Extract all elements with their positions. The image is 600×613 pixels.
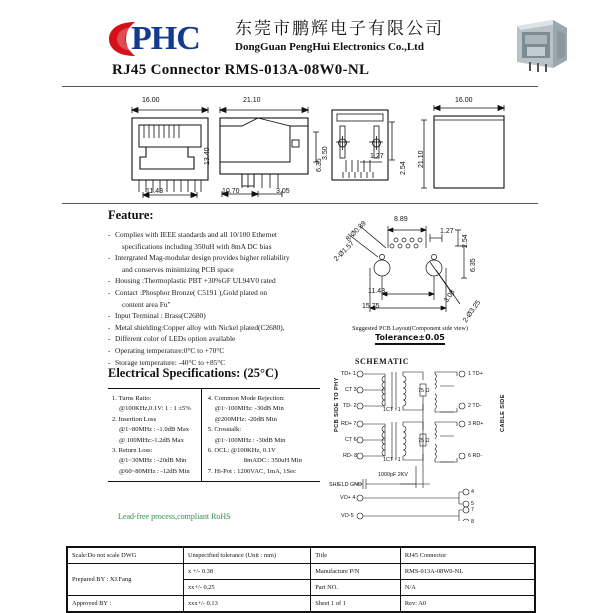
- tb-val: x +/- 0.38: [183, 564, 310, 580]
- feature-line: Input Terminal : Brass(C2680): [115, 311, 206, 321]
- tb-key: Part NO.: [311, 580, 401, 596]
- schematic-pin-right: 1 TD+: [468, 371, 483, 377]
- tb-key: Sheet 1 of 1: [311, 596, 401, 612]
- schematic-pin-right: 6 RD-: [468, 453, 483, 459]
- spec-row: 6. OCL: @100KHz, 0.1V: [207, 447, 276, 455]
- schematic-pin-lower-right: 8: [471, 519, 474, 525]
- tb-val: xx+/- 0.25: [183, 580, 310, 596]
- schematic-pin-left: TD+ 1: [341, 371, 356, 377]
- spec-row: @1~30MHz : -20dB Min: [119, 457, 187, 465]
- feature-item: [108, 322, 323, 334]
- bullet-dot: .: [108, 332, 111, 343]
- bullet-dot: .: [108, 343, 111, 354]
- tb-val: Rev: A0: [400, 596, 534, 612]
- table-row: [68, 564, 535, 580]
- title-block: [66, 546, 536, 613]
- page-header: [105, 14, 505, 60]
- schematic-pin-lower-right: 4: [471, 489, 474, 495]
- feature-line: Storage temperature: -40°C to +85°C: [115, 357, 226, 367]
- rohs-note: Lead-free process,compliant RoHS: [118, 512, 231, 521]
- tb-key: Title: [311, 548, 401, 564]
- feature-line: Intergrated Mag-modular design provides higher reliability: [115, 253, 290, 263]
- spec-row: 4. Common Mode Rejection:: [207, 395, 285, 402]
- feature-item: [108, 252, 323, 275]
- feature-line: Different color of LEDs option available: [115, 334, 236, 344]
- schematic-pin-vo-plus: VO+ 4: [340, 495, 356, 501]
- schematic-pin-lower-right: 7: [471, 507, 474, 513]
- spec-row: @60~80MHz : -12dB Min: [119, 467, 190, 475]
- dim-pcb-holes8: 8-Ø0.89: [345, 220, 368, 243]
- spec-row: 3. Return Loss:: [112, 447, 153, 455]
- phc-logo: [105, 18, 223, 58]
- drawing-divider: [62, 203, 538, 204]
- dim-pcb-lead: 3.08: [443, 288, 457, 305]
- schematic-resistor: 75 Ω: [418, 388, 430, 394]
- feature-line-cont: specifications including 350uH with 8mA DC bias: [122, 241, 272, 251]
- company-name-en: DongGuan PengHui Electronics Co.,Ltd: [235, 41, 424, 53]
- bullet-dot: .: [108, 228, 111, 238]
- feature-item: [108, 333, 323, 345]
- spec-row: @1~100MHz : -30dB Min: [214, 436, 286, 444]
- dim-pcb-holebig: 2-Ø3.25: [462, 299, 483, 325]
- spec-row: 5. Crosstalk:: [207, 426, 242, 434]
- dim-top-width: 16.00: [455, 97, 473, 104]
- dim-side-length: 21.10: [243, 97, 261, 104]
- dim-pcb-holes2: 2-Ø1.57: [333, 240, 356, 263]
- dim-pcb-1143: 11.43: [368, 288, 385, 295]
- dim-rear-height: 6.35: [316, 158, 323, 172]
- drawing-rear-view: [316, 100, 406, 200]
- schematic-capacitor: 1000pF 2KV: [378, 472, 408, 478]
- spec-column-right: [202, 389, 320, 481]
- spec-column-left: [108, 389, 202, 481]
- dim-rear-pinrow: 1.27: [370, 153, 384, 160]
- schematic-left-side-label: PCB SIDE TO PHY: [334, 377, 340, 432]
- spec-row: @1~100MHz: -30dB Min: [214, 405, 284, 413]
- tb-key: Prepared BY : XJ.Fang: [68, 564, 184, 596]
- feature-list: [108, 229, 323, 368]
- feature-line: Operating temperature:0°C to +70°C: [115, 345, 225, 355]
- schematic-pin-left: RD- 8: [343, 453, 358, 459]
- electrical-spec-table: [108, 388, 320, 482]
- feature-line: Contact :Phosphor Bronze( C5191 ),Gold plated on: [115, 287, 268, 297]
- dim-pcb-1575: 15.75: [362, 303, 380, 310]
- dim-pcb-635: 6.35: [470, 258, 477, 272]
- tb-val: Unspecified tolerance (Unit : mm): [183, 548, 310, 564]
- spec-row: 8mADC : 350uH Min: [243, 457, 302, 465]
- schematic-heading: SCHEMATIC: [355, 357, 410, 366]
- bullet-dot: .: [108, 274, 111, 285]
- dim-rear-pitch: 2.54: [400, 161, 407, 175]
- tb-val: N/A: [400, 580, 534, 596]
- schematic-turns-ratio: 1CT : 1: [383, 407, 401, 413]
- tb-val: RMS-013A-08W0-NL: [400, 564, 534, 580]
- schematic-pin-right: 3 RD+: [468, 421, 484, 427]
- dim-pcb-pitch: 1.27: [440, 228, 454, 235]
- spec-row: 2. Insertion Loss: [112, 415, 157, 423]
- title-divider: [62, 86, 538, 87]
- page-title: RJ45 Connector RMS-013A-08W0-NL: [112, 62, 370, 78]
- table-row: [68, 548, 535, 564]
- drawing-top-view: [412, 96, 518, 196]
- schematic-pin-lower-right: 5: [471, 501, 474, 507]
- feature-line-cont: and conserves minimizing PCB space: [122, 264, 234, 274]
- bullet-dot: .: [108, 320, 111, 331]
- dim-side-b: 3.05: [276, 188, 290, 195]
- company-name-cn: 东莞市鹏辉电子有限公司: [235, 19, 444, 39]
- dim-front-width: 16.00: [142, 97, 160, 104]
- feature-item: [108, 345, 323, 357]
- pcb-caption-text: Suggested PCB Layout(Component side view): [352, 325, 468, 332]
- dim-top-depth: 21.10: [418, 150, 425, 168]
- tb-key: Scale:Do not scale DWG: [68, 548, 184, 564]
- schematic-pin-left: CT 6: [345, 437, 357, 443]
- bullet-dot: .: [108, 355, 111, 366]
- schematic-shield-gnd: SHIELD GND: [329, 482, 362, 488]
- schematic-resistor: 75 Ω: [418, 438, 430, 444]
- schematic-right-side-label: CABLE SIDE: [500, 394, 506, 432]
- logo-wordmark: PHC: [131, 20, 200, 57]
- feature-line-cont: content area Fu": [122, 299, 171, 309]
- dim-front-bodyheight: 13.40: [204, 147, 211, 165]
- tb-val: xxx+/- 0.13: [183, 596, 310, 612]
- feature-item: [108, 310, 323, 322]
- schematic-pin-left: TD- 2: [343, 403, 357, 409]
- schematic-pin-vo-minus: VO-5: [341, 513, 354, 519]
- bullet-dot: .: [108, 251, 111, 262]
- spec-row: @100KHz,0.1V: 1 : 1 ±5%: [119, 405, 191, 413]
- feature-item: [108, 275, 323, 287]
- spec-row: @1~80MHz : -1.0dB Max: [119, 426, 190, 434]
- feature-line: Metal shielding:Copper alloy with Nickel plated(C2680),: [115, 322, 285, 332]
- dim-side-tab: 3.50: [322, 146, 329, 160]
- pcb-tolerance: Tolerance±0.05: [375, 333, 445, 345]
- schematic-turns-ratio: 1CT : 1: [383, 457, 401, 463]
- dim-pcb-254: 2.54: [462, 234, 469, 248]
- feature-item: [108, 287, 323, 310]
- spec-row: @ 100MHz:-1.2dB Max: [119, 436, 184, 444]
- product-photo: [509, 16, 573, 72]
- electrical-heading: Electrical Specifications: (25°C): [108, 366, 279, 380]
- schematic-pin-left: CT 3: [345, 387, 357, 393]
- feature-line: Complies with IEEE standards and all 10/100 Ethernet: [115, 230, 277, 239]
- bullet-dot: .: [108, 285, 111, 296]
- dim-pcb-row: 8.89: [394, 216, 408, 223]
- dim-front-pinspan: 11.43: [146, 188, 163, 195]
- spec-row: 1. Turns Ratio:: [112, 395, 152, 402]
- feature-heading: Feature:: [108, 208, 154, 222]
- dim-side-a: 10.70: [222, 188, 240, 195]
- spec-row: 7. Hi-Pot : 1200VAC, 1mA, 1Sec: [207, 467, 296, 475]
- feature-section: [108, 208, 323, 368]
- schematic-pin-right: 2 TD-: [468, 403, 482, 409]
- feature-item: [108, 229, 323, 252]
- feature-line: Housing :Thermoplastic PBT +30%GF UL94V0 rated: [115, 276, 276, 286]
- drawing-side-view: [212, 96, 330, 201]
- tb-key: Approved BY :: [68, 596, 184, 612]
- schematic-pin-left: RD+ 7: [341, 421, 357, 427]
- spec-row: @200MHz: -20dB Min: [214, 415, 277, 423]
- table-row: [68, 596, 535, 612]
- tb-val: RJ45 Connector: [400, 548, 534, 564]
- tb-key: Manufacture P/N: [311, 564, 401, 580]
- bullet-dot: .: [108, 309, 111, 320]
- pcb-layout-caption: [330, 325, 490, 345]
